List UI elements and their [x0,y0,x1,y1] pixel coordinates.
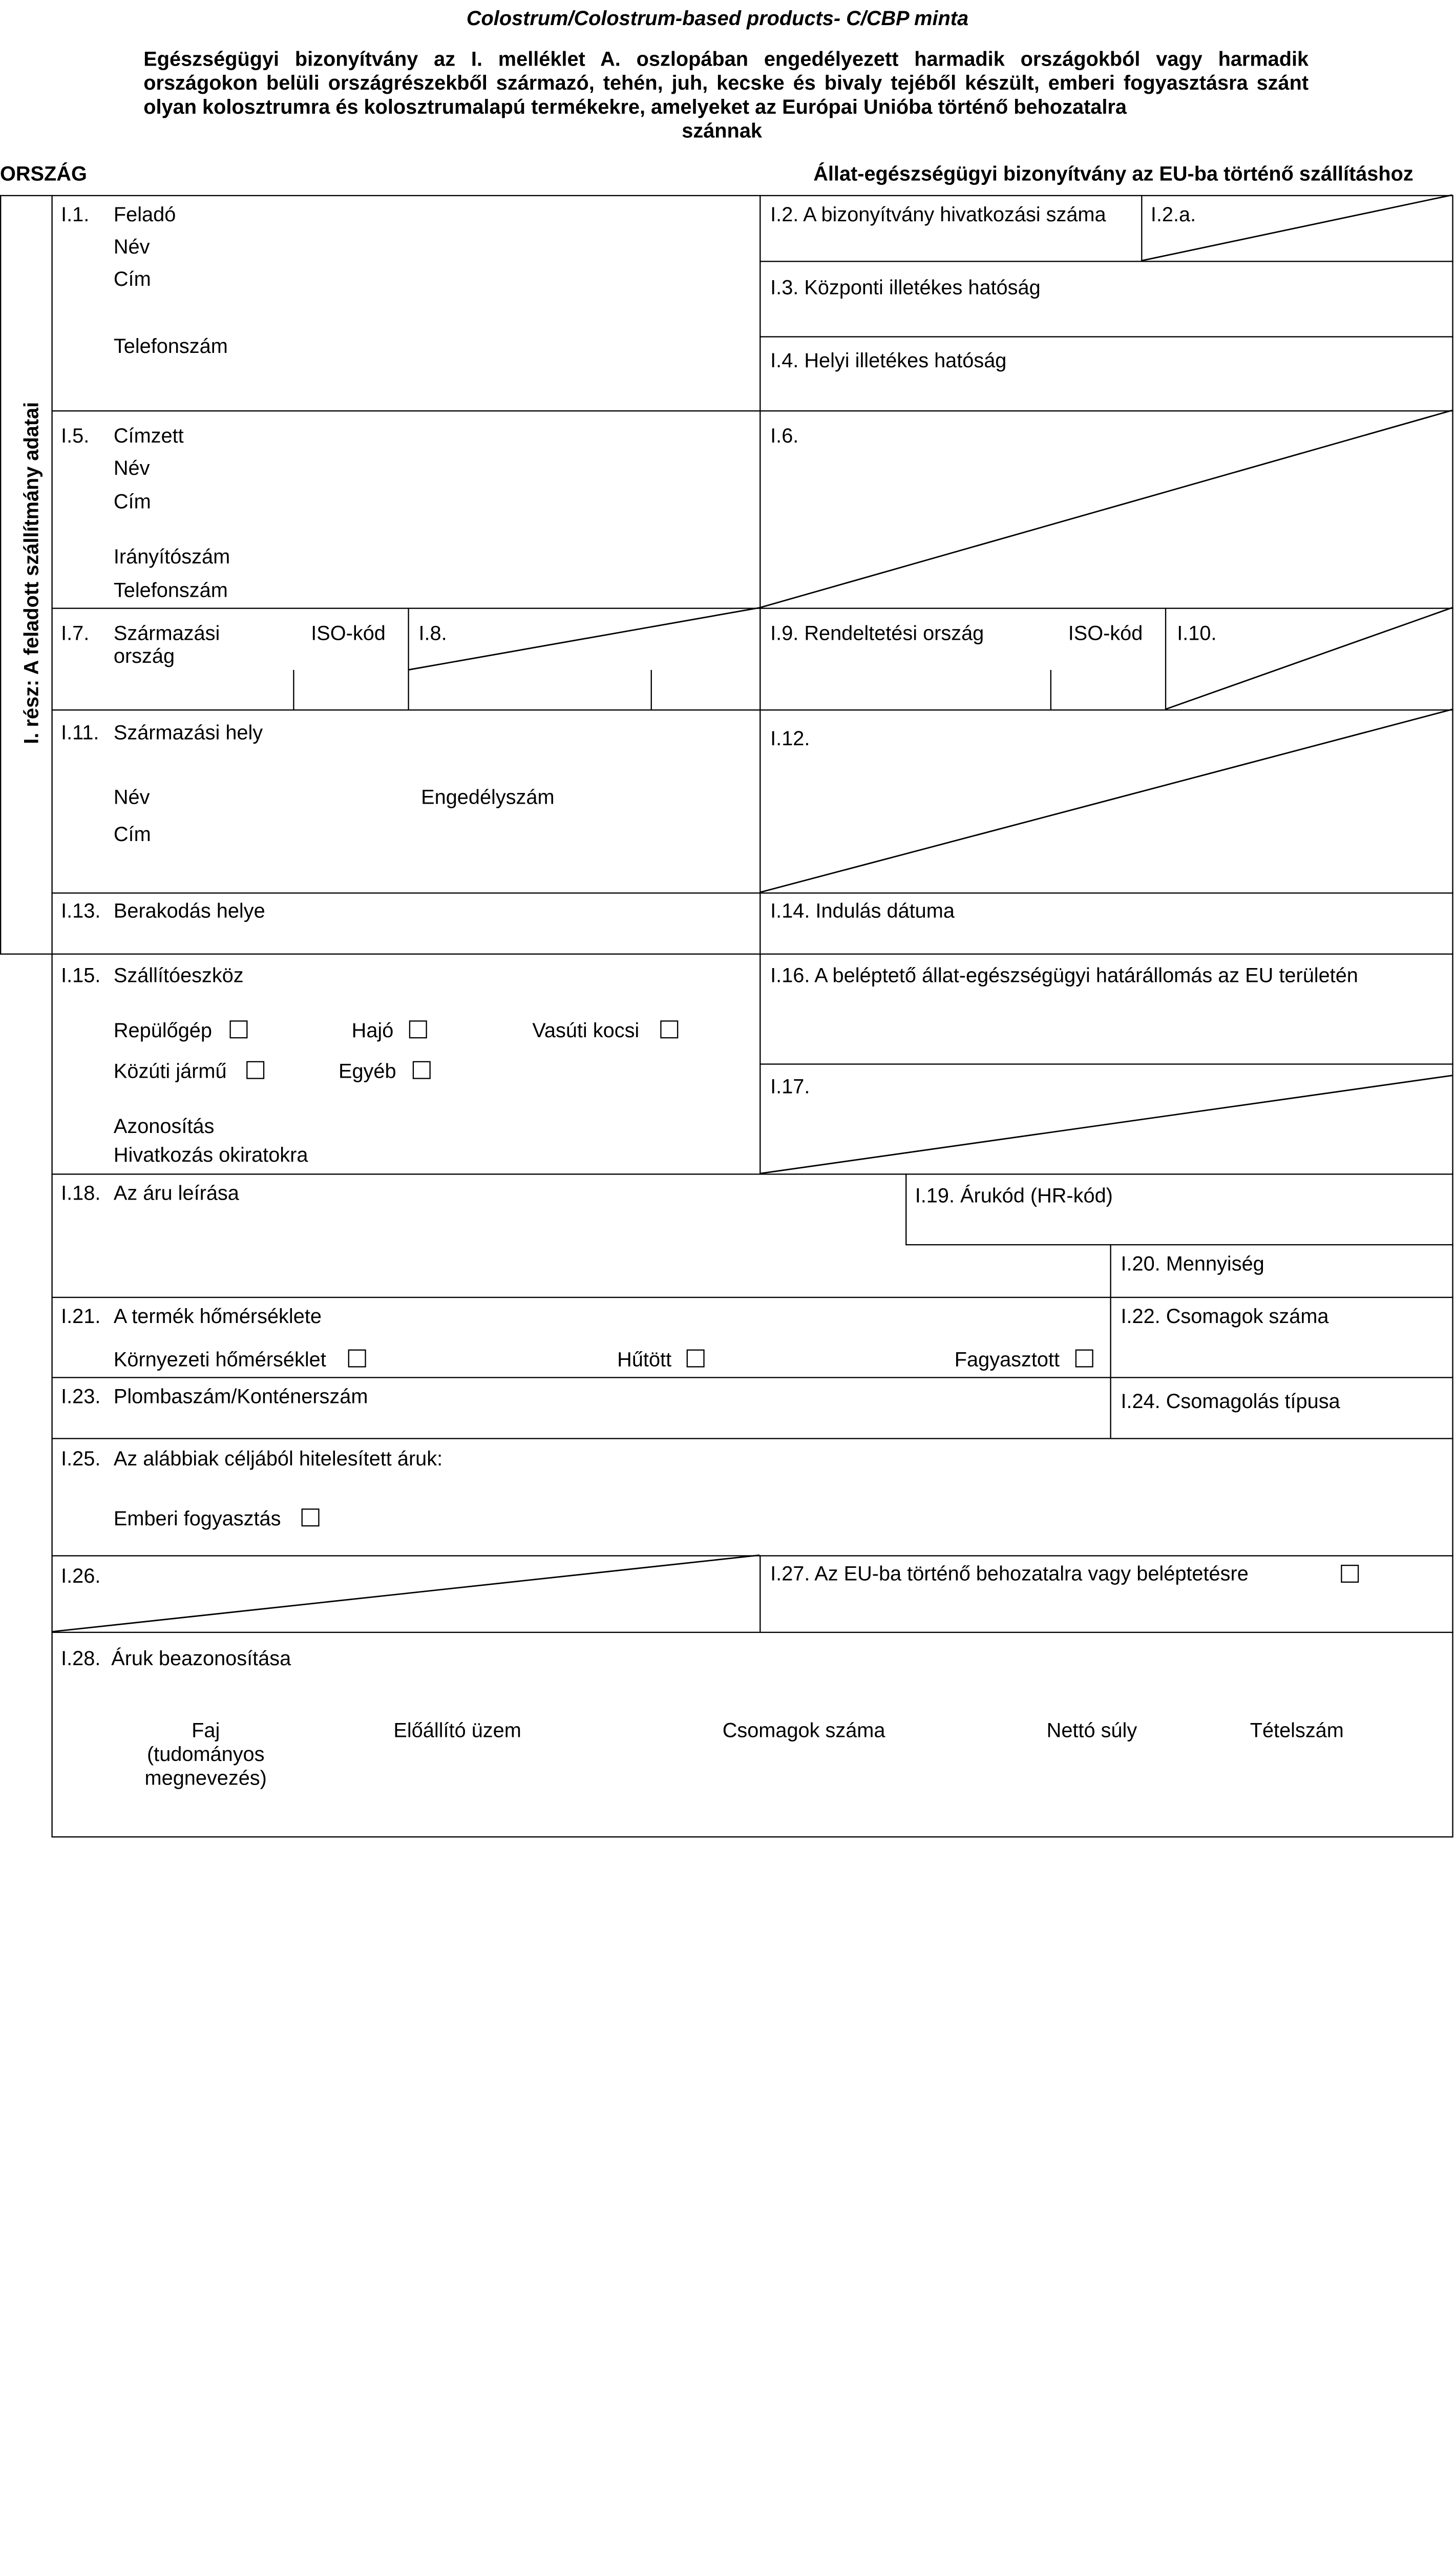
field-i23-label: Plombaszám/Konténerszám [113,1385,368,1409]
field-i23-number: I.23. [61,1385,101,1409]
field-i26: I.26. [61,1564,101,1588]
aeroplane-label: Repülőgép [113,1019,212,1042]
strike-i26 [51,1555,759,1631]
railway-checkbox[interactable] [660,1020,678,1038]
column-species-line3: megnevezés) [144,1767,267,1790]
consignee-address-label: Cím [113,490,151,513]
import-checkbox[interactable] [1341,1565,1359,1583]
column-net-weight: Nettó súly [1046,1719,1137,1742]
field-i20: I.20. Mennyiség [1121,1252,1264,1275]
destination-iso-label: ISO-kód [1068,622,1143,645]
road-vehicle-label: Közúti jármű [113,1060,227,1083]
origin-name-label: Név [113,786,150,809]
field-i25-number: I.25. [61,1447,101,1471]
field-i19: I.19. Árukód (HR-kód) [915,1184,1113,1207]
country-label: ORSZÁG [0,162,87,186]
strike-i8 [408,607,759,669]
frozen-label: Fagyasztott [954,1348,1060,1371]
field-i6: I.6. [770,425,799,448]
field-i2a: I.2.a. [1150,203,1196,226]
column-number-of-packages: Csomagok száma [722,1719,885,1742]
model-title: Colostrum/Colostrum-based products- C/CBP minta [466,7,969,30]
field-i25-label: Az alábbiak céljából hitelesített áruk: [113,1447,443,1471]
railway-label: Vasúti kocsi [532,1019,640,1042]
strike-i17 [759,1076,1452,1174]
strike-i12 [759,709,1452,892]
field-i11-label: Származási hely [113,721,263,744]
field-i9: I.9. Rendeltetési ország [770,622,984,645]
field-i18-number: I.18. [61,1182,101,1205]
field-i22: I.22. Csomagok száma [1121,1305,1329,1328]
field-i7-number: I.7. [61,622,90,645]
column-batch-number: Tételszám [1250,1719,1344,1742]
frozen-checkbox[interactable] [1075,1350,1093,1368]
human-consumption-checkbox[interactable] [302,1508,320,1526]
side-section-label: I. rész: A feladott szállítmány adatai [20,402,44,744]
field-i28-number: I.28. [61,1647,101,1670]
documentary-references-label: Hivatkozás okiratokra [113,1143,308,1167]
other-transport-checkbox[interactable] [413,1061,431,1079]
ambient-checkbox[interactable] [348,1350,366,1368]
chilled-label: Hűtött [617,1348,672,1371]
field-i1-number: I.1. [61,203,90,226]
field-i13-number: I.13. [61,899,101,922]
ambient-label: Környezeti hőmérséklet [113,1348,326,1371]
field-i1-label: Feladó [113,203,176,226]
approval-number-label: Engedélyszám [421,786,555,809]
field-i15-number: I.15. [61,964,101,987]
field-i16: I.16. A beléptető állat-egészségügyi határállomás az EU területén [770,964,1358,987]
field-i2: I.2. A bizonyítvány hivatkozási száma [770,203,1106,226]
origin-iso-label: ISO-kód [311,622,386,645]
column-manufacturing-plant: Előállító üzem [393,1719,521,1742]
field-i17: I.17. [770,1075,810,1099]
field-i10: I.10. [1177,622,1217,645]
consignor-phone-label: Telefonszám [113,334,228,358]
consignee-name-label: Név [113,457,150,480]
field-i5-label: Címzett [113,425,184,448]
field-i24: I.24. Csomagolás típusa [1121,1390,1340,1413]
field-i21-label: A termék hőmérséklete [113,1305,322,1328]
ship-checkbox[interactable] [409,1020,427,1038]
field-i21-number: I.21. [61,1305,101,1328]
human-consumption-label: Emberi fogyasztás [113,1507,281,1530]
strike-i6 [759,410,1452,607]
field-i15-label: Szállítóeszköz [113,964,244,987]
field-i18-label: Az áru leírása [113,1182,239,1205]
certificate-heading-end: szánnak [682,119,762,142]
field-i3: I.3. Központi illetékes hatóság [770,276,1041,299]
column-species: Faj [192,1719,220,1742]
consignee-postcode-label: Irányítószám [113,545,230,569]
field-i7-label-1: Származási [113,622,220,645]
field-i14: I.14. Indulás dátuma [770,899,955,922]
consignor-name-label: Név [113,236,150,259]
field-i5-number: I.5. [61,425,90,448]
origin-address-label: Cím [113,823,151,846]
ship-label: Hajó [351,1019,394,1042]
field-i11-number: I.11. [61,721,99,744]
consignee-phone-label: Telefonszám [113,579,228,602]
consignor-address-label: Cím [113,268,151,291]
field-i12: I.12. [770,727,810,750]
field-i4: I.4. Helyi illetékes hatóság [770,349,1007,372]
chilled-checkbox[interactable] [687,1350,705,1368]
other-transport-label: Egyéb [338,1060,396,1083]
field-i7-label-2: ország [113,644,175,668]
field-i13-label: Berakodás helye [113,899,265,922]
field-i28-label: Áruk beazonosítása [111,1647,291,1670]
aeroplane-checkbox[interactable] [229,1020,247,1038]
certificate-heading: Egészségügyi bizonyítvány az I. melléklet A. oszlopában engedélyezett harmadik országokból vagy harmadik országokon belüli országrészekből származó, tehén, juh, kecske és bivaly tejéből készült, emberi fogyasztásra szánt olyan kolosztrumra és kolosztrumalapú termékekre, amelyeket az Európai Unióba történő behozatalra [143,48,1309,119]
field-i8: I.8. [418,622,447,645]
road-vehicle-checkbox[interactable] [246,1061,264,1079]
column-species-line2: (tudományos [146,1743,265,1766]
cert-type-title: Állat-egészségügyi bizonyítvány az EU-ba történő szállításhoz [813,162,1413,186]
identification-label: Azonosítás [113,1115,215,1138]
field-i27: I.27. Az EU-ba történő behozatalra vagy beléptetésre [770,1562,1249,1585]
